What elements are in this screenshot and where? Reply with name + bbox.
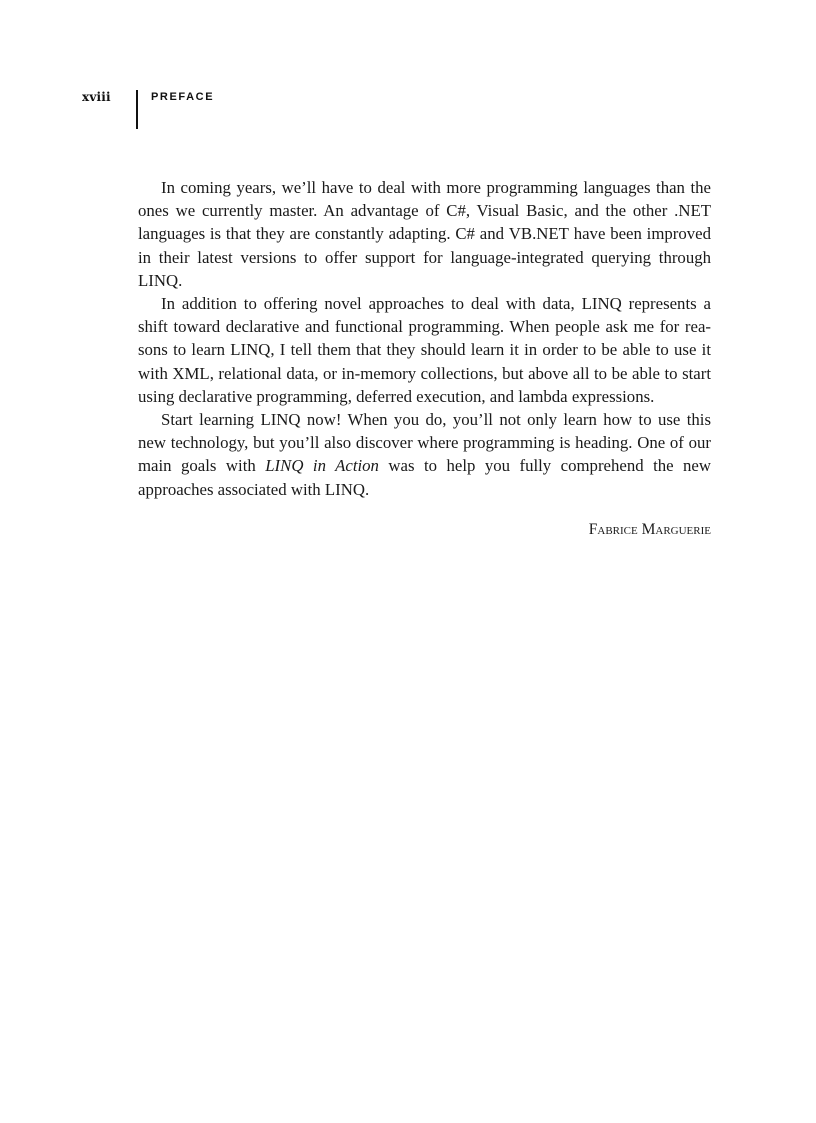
text-run: was to help you fully comprehend the new approaches associated with: [138, 456, 711, 499]
author-signature: Fabrice Marguerie: [588, 521, 711, 538]
text-run: In coming years, we’ll have to deal with more programming languages than the ones we currently master. An advantage of C#, Visual Basic, and the other: [138, 178, 711, 221]
body-text: [138, 176, 711, 501]
acronym: LINQ: [581, 294, 622, 314]
running-title: PREFACE: [151, 91, 215, 103]
page-number: xviii: [82, 90, 111, 104]
text-run: have been improved in their latest versions to offer support for language-integrated querying through: [138, 224, 711, 267]
acronym: VB.NET: [508, 224, 569, 244]
acronym: .NET: [674, 201, 711, 221]
acronym: LINQ: [260, 410, 301, 430]
text-run: In addition to offering novel approaches to deal with data,: [161, 294, 582, 314]
paragraph: [138, 176, 711, 292]
text-run: represents a shift toward declarative and functional programming. When people ask me for reasons to learn: [138, 294, 711, 360]
acronym: LINQ: [324, 479, 365, 499]
header-divider: [136, 90, 138, 129]
acronym: LINQ: [230, 340, 271, 360]
text-run: , relational data, or in-memory collections, but above all to be able to start using declarative programming, deferred execution, and lambda expressions.: [138, 363, 711, 406]
paragraph: [138, 292, 711, 408]
paragraph: [138, 408, 711, 501]
text-run: Start learning: [161, 410, 261, 430]
acronym: LINQ: [138, 270, 179, 290]
text-run: .: [364, 479, 370, 499]
acronym: XML: [172, 363, 210, 383]
text-run: .: [178, 270, 183, 290]
page-header: [0, 0, 816, 140]
text-run: now! When you do, you’ll not only learn how to use this new technology, but you’ll also discover where programming is heading. One of our main goals with: [138, 410, 711, 476]
text-run: , I tell them that they should learn it in order to be able to use it with: [138, 340, 711, 383]
book-title: LINQ in Action: [265, 456, 379, 476]
text-run: languages is that they are constantly adapting. C# and: [138, 224, 509, 244]
